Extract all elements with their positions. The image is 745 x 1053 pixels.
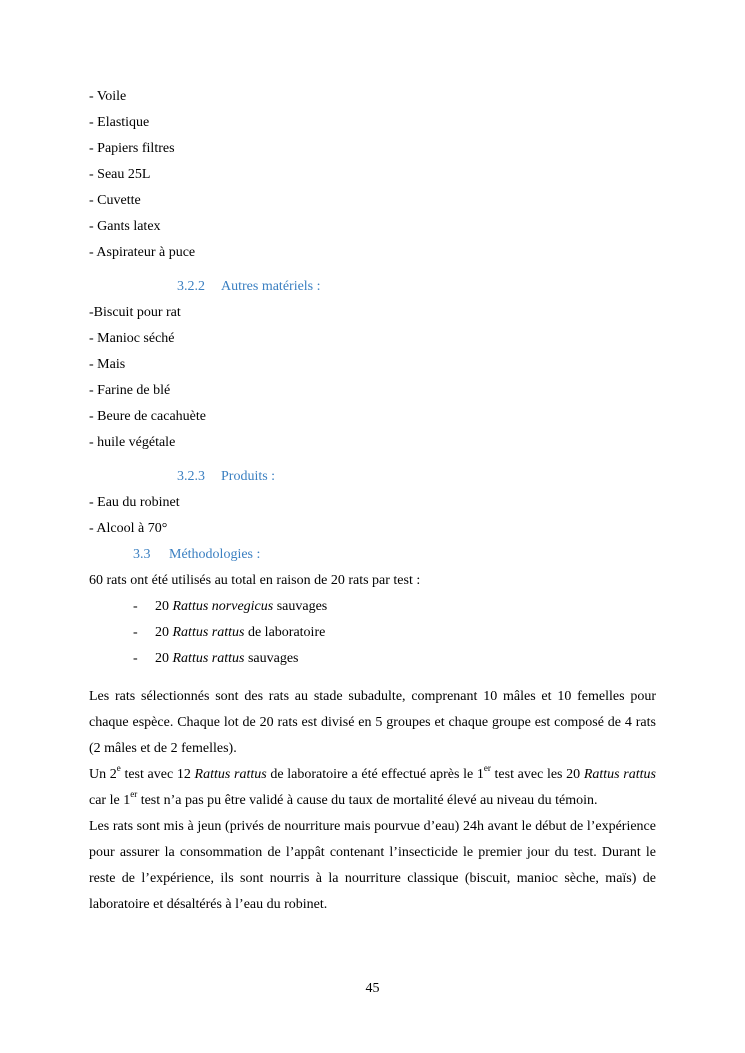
list-item: - Elastique: [89, 115, 150, 130]
section-number: 3.3: [133, 547, 151, 562]
list-item: - Voile: [89, 89, 127, 104]
species-name: Rattus norvegicus: [172, 599, 274, 614]
bullet-text: 20: [155, 625, 173, 640]
methodology-intro: 60 rats ont été utilisés au total en raison de 20 rats par test :: [89, 573, 421, 588]
list-item: - Eau du robinet: [89, 495, 180, 510]
species-name: Rattus rattus: [172, 651, 245, 666]
text-run: test avec les 20: [490, 767, 584, 782]
section-title: Méthodologies :: [169, 547, 261, 562]
superscript: e: [116, 763, 121, 774]
bullet-text: de laboratoire: [244, 625, 326, 640]
bullet-text: 20: [155, 599, 173, 614]
section-number: 3.2.2: [177, 279, 205, 294]
species-name: Rattus rattus: [583, 767, 656, 782]
bullet-text: 20: [155, 651, 173, 666]
materials-list: [89, 86, 656, 268]
species-name: Rattus rattus: [194, 767, 267, 782]
section-title: Produits :: [221, 469, 276, 484]
bullet-dash: -: [133, 599, 138, 614]
list-item: - Beure de cacahuète: [89, 409, 206, 424]
bullet-dash: -: [133, 651, 138, 666]
section-title: Autres matériels :: [221, 279, 321, 294]
bullet-text: sauvages: [244, 651, 299, 666]
superscript: er: [130, 789, 138, 800]
list-item: - Farine de blé: [89, 383, 171, 398]
list-item: - Cuvette: [89, 193, 141, 208]
list-item: - huile végétale: [89, 435, 176, 450]
list-item: -Biscuit pour rat: [89, 305, 181, 320]
document-page: [89, 86, 656, 918]
text-run: car le 1: [89, 793, 131, 808]
list-item: - Gants latex: [89, 219, 161, 234]
section-heading-3-2-3: [89, 466, 656, 492]
bullet-dash: -: [133, 625, 138, 640]
list-item: - Manioc séché: [89, 331, 175, 346]
list-item: - Alcool à 70°: [89, 521, 168, 536]
section-number: 3.2.3: [177, 469, 205, 484]
text-run: test avec 12: [120, 767, 195, 782]
paragraph: [89, 762, 656, 814]
list-item: - Aspirateur à puce: [89, 245, 196, 260]
superscript: er: [483, 763, 491, 774]
section-heading-3-2-2: [89, 276, 656, 302]
rat-groups-list: [89, 596, 656, 674]
list-item: - Papiers filtres: [89, 141, 175, 156]
list-item: - Mais: [89, 357, 126, 372]
text-run: Un 2: [89, 767, 117, 782]
page-number: 45: [365, 981, 380, 996]
other-materials-list: [89, 302, 656, 458]
text-run: de laboratoire a été effectué après le 1: [266, 767, 484, 782]
list-item: [89, 622, 656, 648]
products-list: [89, 492, 656, 544]
paragraph: Les rats sélectionnés sont des rats au stade subadulte, comprenant 10 mâles et 10 femelles pour chaque espèce. Chaque lot de 20 rats est divisé en 5 groupes et chaque groupe est composé de 4 rats (2 mâles et de 2 femelles).: [89, 689, 656, 756]
paragraph: Les rats sont mis à jeun (privés de nourriture mais pourvue d’eau) 24h avant le début de l’expérience pour assurer la consommation de l’appât contenant l’insecticide le premier jour du test. Durant le reste de l’expérience, ils sont nourris à la nourriture classique (biscuit, manioc sèche, maïs) de laboratoire et désaltérés à l’eau du robinet.: [89, 819, 656, 912]
species-name: Rattus rattus: [172, 625, 245, 640]
list-item: [89, 596, 656, 622]
list-item: - Seau 25L: [89, 167, 151, 182]
text-run: test n’a pas pu être validé à cause du taux de mortalité élevé au niveau du témoin.: [137, 793, 598, 808]
bullet-text: sauvages: [273, 599, 328, 614]
section-heading-3-3: [89, 544, 656, 570]
list-item: [89, 648, 656, 674]
